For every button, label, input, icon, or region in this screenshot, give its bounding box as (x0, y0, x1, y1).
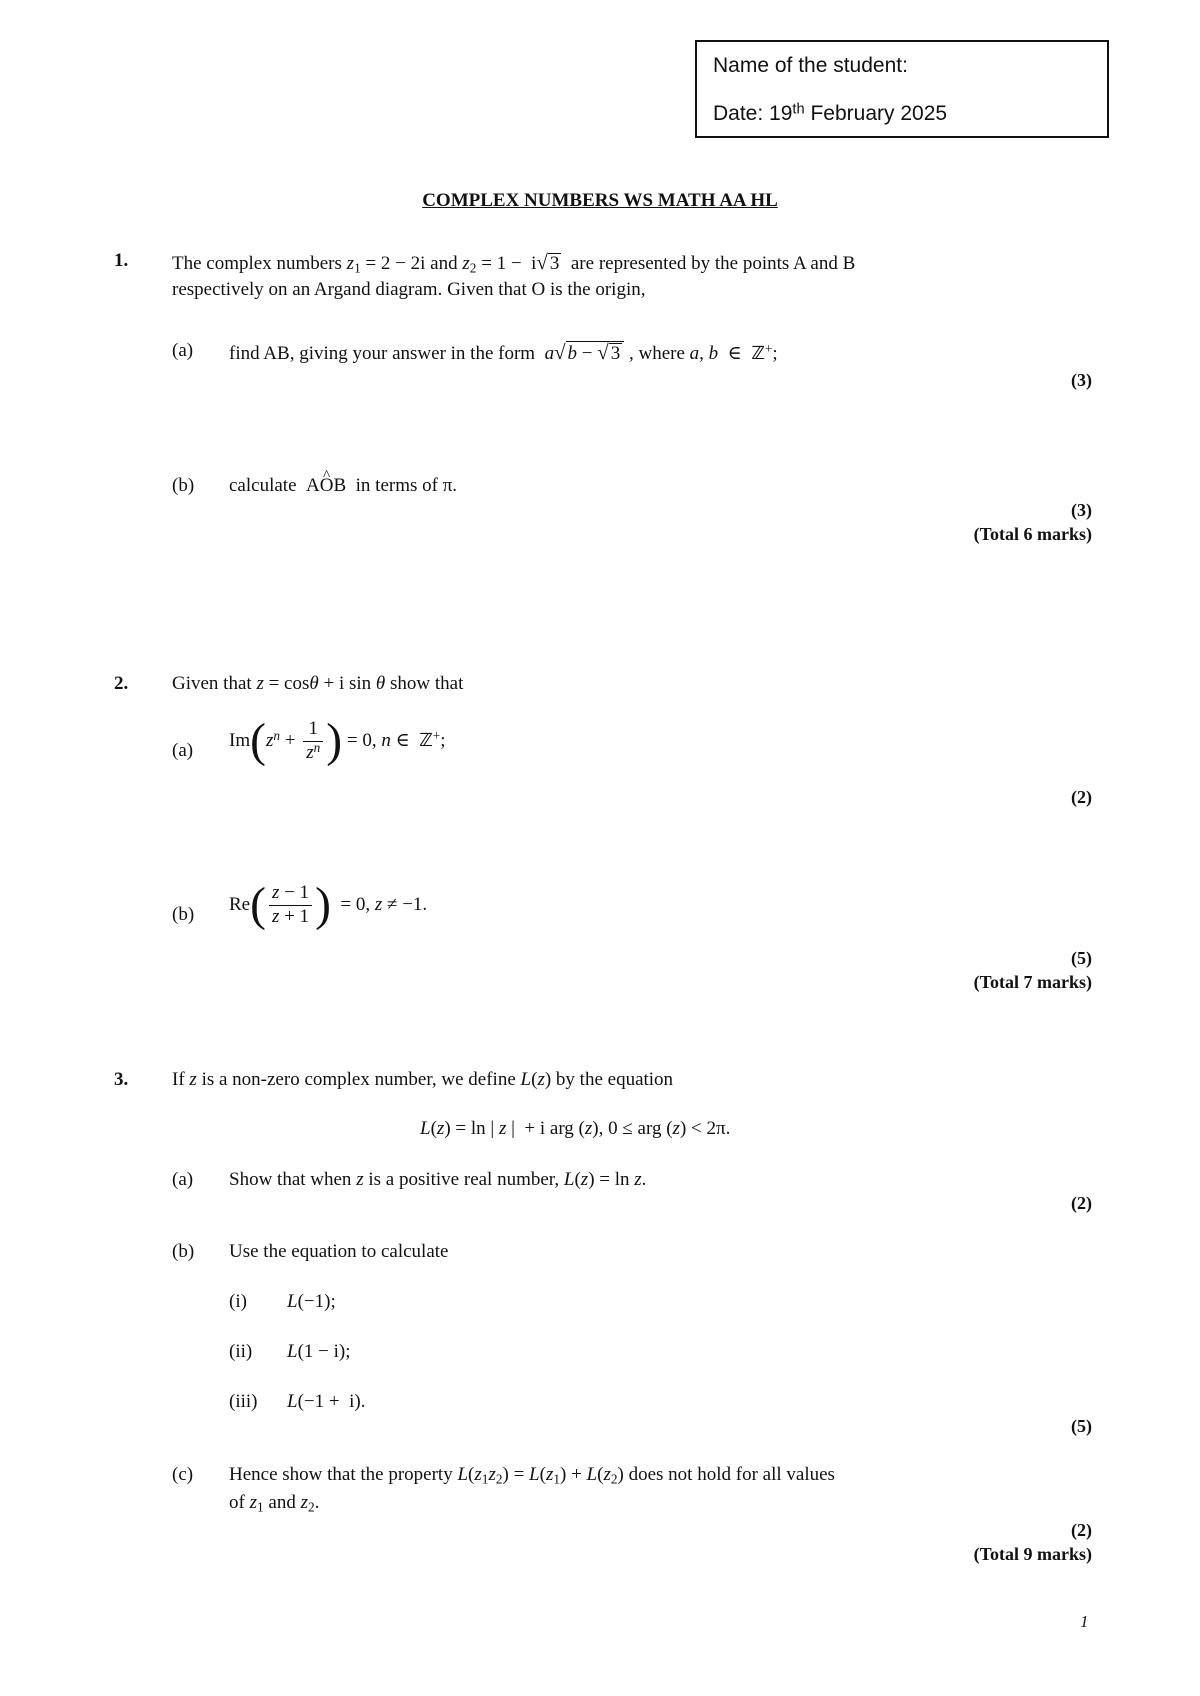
question-1a-label: (a) (172, 340, 194, 361)
question-3bii-label: (ii) (229, 1341, 253, 1362)
page-number: 1 (1080, 1612, 1089, 1631)
question-1b-marks: (3) (1071, 500, 1092, 520)
student-info-box (695, 40, 1109, 138)
question-3b-label: (b) (172, 1241, 195, 1262)
question-3bi-label: (i) (229, 1291, 247, 1312)
question-2a-marks: (2) (1071, 787, 1092, 807)
question-1-stem-line2: respectively on an Argand diagram. Given that O is the origin, (172, 279, 646, 300)
question-3c-text-line2: of $z_1$ and $z_2$. (229, 1492, 320, 1515)
question-2a-label: (a) (172, 740, 194, 761)
question-2b-marks: (5) (1071, 948, 1092, 968)
question-1b-label: (b) (172, 475, 195, 496)
question-3c-label: (c) (172, 1464, 194, 1485)
question-3b-text: Use the equation to calculate (229, 1241, 449, 1262)
worksheet-title: COMPLEX NUMBERS WS MATH AA HL (422, 190, 778, 211)
question-1a-marks: (3) (1071, 370, 1092, 390)
question-3-stem: If z is a non-zero complex number, we define L(z) by the equation (172, 1069, 674, 1090)
question-3biii-label: (iii) (229, 1391, 258, 1412)
question-3c-marks: (2) (1071, 1520, 1092, 1540)
question-3bii-expression: L(1 − i); (287, 1341, 351, 1362)
question-1b-text: calculate A^ OB in terms of π. (229, 475, 457, 497)
question-3b-marks: (5) (1071, 1416, 1092, 1436)
question-3a-marks: (2) (1071, 1193, 1092, 1213)
date-label: Date: 19th February 2025 (713, 101, 948, 125)
question-3a-label: (a) (172, 1169, 194, 1190)
student-name-label: Name of the student: (713, 54, 908, 77)
question-2a-expression: $Im(z^n$ + $\frac{1}{z^n}$ ) = 0, n ∈ ℤ+; (229, 715, 446, 767)
question-2b-expression: Re( $\frac{z - 1}{z + 1}$ ) = 0, z ≠ −1. (229, 879, 428, 931)
question-1-number: 1. (114, 250, 129, 271)
question-3-equation: L(z) = ln | z | + i arg (z), 0 ≤ arg (z) < 2π. (420, 1118, 731, 1139)
question-2b-label: (b) (172, 904, 195, 925)
question-1a-text: find AB, giving your answer in the form a√ b − √ 3 , where a, b ∈ ℤ+; (229, 340, 778, 364)
question-3biii-expression: L(−1 + i). (287, 1391, 366, 1412)
question-3-number: 3. (114, 1069, 129, 1090)
question-3c-text: Hence show that the property $L(z_1z_2) = L(z_1) + L(z_2)$ does not hold for all values (229, 1464, 835, 1487)
question-3a-text: Show that when z is a positive real number, L(z) = ln z. (229, 1169, 647, 1190)
question-2-number: 2. (114, 673, 129, 694)
question-2-stem: Given that z = cosθ + i sin θ show that (172, 673, 464, 694)
question-3bi-expression: L(−1); (287, 1291, 336, 1312)
question-1-total: (Total 6 marks) (973, 524, 1092, 544)
question-3-total: (Total 9 marks) (973, 1544, 1092, 1564)
question-2-total: (Total 7 marks) (973, 972, 1092, 992)
question-1-stem: The complex numbers $z_1 = 2 - 2i$ and $z_2 = 1 - i√$ 3 are represented by the points A and B (172, 250, 856, 276)
